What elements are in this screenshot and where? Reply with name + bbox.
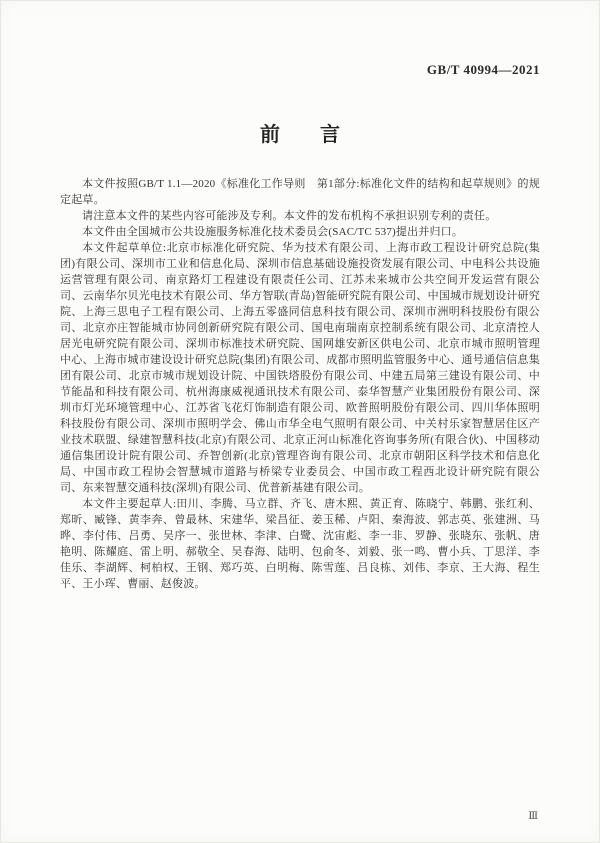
- committee-paragraph: 本文件由全国城市公共设施服务标准化技术委员会(SAC/TC 537)提出并归口。: [82, 226, 464, 238]
- drafting-units-paragraph: 本文件起草单位:北京市标准化研究院、华为技术有限公司、上海市政工程设计研究总院(集团)有限公司、深圳市工业和信息化局、深圳市信息基础设施投资发展有限公司、中电科公共设施运营管理有限公司、南京路灯工程建设有限责任公司、江苏未来城市公共空间开发运营有限公司、云南华尔贝光电技术有限公司、华方智联(青岛)智能研究院有限公司、中国城市规划设计研究院、上海三思电子工程有限公司、上海五零盛同信息科技有限公司、深圳市洲明科技股份有限公司、北京亦庄智能城市协同创新研究院有限公司、国电南瑞南京控制系统有限公司、北京清控人居光电研究院有限公司、深圳市标准技术研究院、国网雄安新区供电公司、北京市城市照明管理中心、上海市城市建设设计研究总院(集团)有限公司、成都市照明监管服务中心、通号通信信息集团有限公司、北京市城市规划设计院、中国铁塔股份有限公司、中建五局第三建设有限公司、中节能晶和科技有限公司、杭州海康威视通讯技术有限公司、泰华智慧产业集团股份有限公司、深圳市灯光环境管理中心、江苏省飞花灯饰制造有限公司、欧普照明股份有限公司、四川华体照明科技股份有限公司、深圳市照明学会、佛山市华全电气照明有限公司、中关村乐家智慧居住区产业技术联盟、绿建智慧科技(北京)有限公司、北京正河山标准化咨询事务所(有限合伙)、中国移动通信集团设计院有限公司、乔智创新(北京)管理咨询有限公司、北京市朝阳区科学技术和信息化局、中国市政工程协会智慧城市道路与桥梁专业委员会、中国市政工程西北设计研究院有限公司、东来智慧交通科技(深圳)有限公司、优普新基建有限公司。: [60, 242, 540, 494]
- foreword-title: 前 言: [260, 124, 340, 146]
- patent-notice-paragraph: 请注意本文件的某些内容可能涉及专利。本文件的发布机构不承担识别专利的责任。: [82, 210, 497, 222]
- page-number: Ⅲ: [528, 811, 538, 822]
- foreword-body: [60, 176, 540, 592]
- drafters-paragraph: 本文件主要起草人:田川、李腾、马立群、齐飞、唐木熙、黄正育、陈晓宁、韩鹏、张红利、郑昕、臧锋、黄李奔、曾最林、宋建华、梁昌征、姜玉稀、卢阳、秦海波、郭志英、张建洲、马晔、李付伟、吕勇、吴序一、张世林、李津、白鹭、沈宙彪、李一非、罗静、张晓东、张帆、唐艳明、陈耀庭、雷上明、郝敬全、吴春海、陆明、包俞冬、刘毅、张一鸣、曹小兵、丁思洋、李佳乐、李湖辉、柯柏权、王钢、郑巧英、白明梅、陈雪莲、吕良栋、刘伟、李京、王大海、程生平、王小珲、曹丽、赵俊波。: [60, 498, 540, 590]
- intro-paragraph: 本文件按照GB/T 1.1—2020《标准化工作导则 第1部分:标准化文件的结构和起草规则》的规定起草。: [60, 178, 540, 206]
- standard-number-header: GB/T 40994—2021: [426, 62, 540, 77]
